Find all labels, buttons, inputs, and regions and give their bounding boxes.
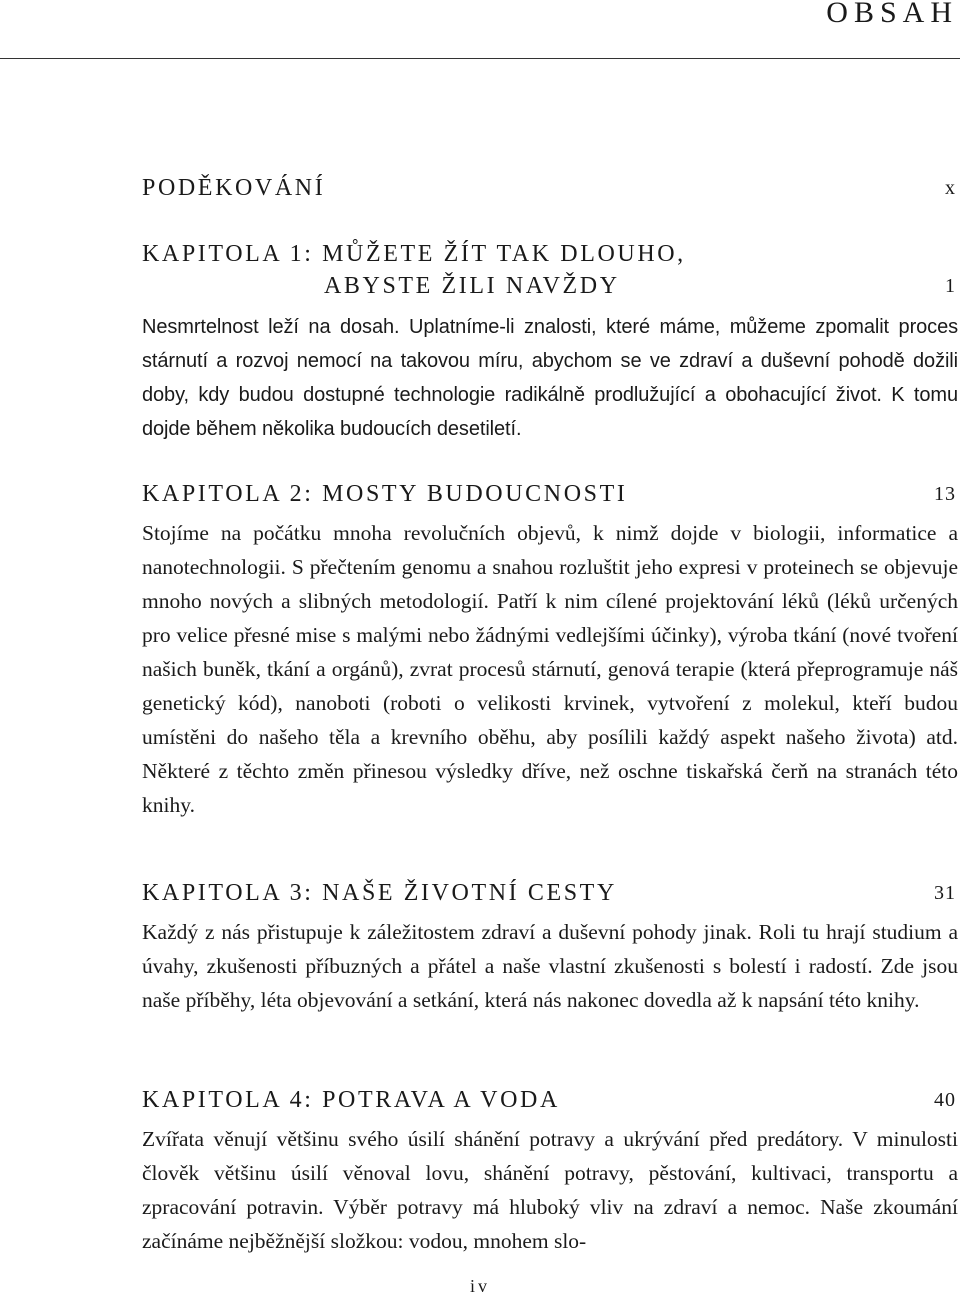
toc-entry-title: KAPITOLA 2: MOSTY BUDOUCNOSTI <box>142 481 628 507</box>
toc-entry-title-continued: ABYSTE ŽILI NAVŽDY <box>324 273 620 299</box>
toc-entry-heading[interactable] <box>142 877 958 909</box>
toc-entry-page-number: 1 <box>945 275 956 297</box>
page-title: OBSAH <box>826 0 958 29</box>
toc-entry-chapter-4 <box>142 1084 958 1258</box>
header-rule <box>0 58 960 59</box>
toc-entry-title: KAPITOLA 1: MŮŽETE ŽÍT TAK DLOUHO, <box>142 241 686 267</box>
toc-entry-page-number: 31 <box>934 882 956 904</box>
toc-entry-acknowledgements <box>142 172 958 204</box>
page-number-footer: iv <box>469 1276 490 1296</box>
toc-entry-page-number: 13 <box>934 483 956 505</box>
toc-entry-chapter-2 <box>142 478 958 822</box>
toc-entry-summary: Stojíme na počátku mnoha revolučních objevů, k nimž dojde v biologii, informatice a nanotechnologii. S přečtením genomu a snahou rozluštit jeho expresi v proteinech se objevuje mnoho nových a slibných metodologií. Patří k nim cílené projektování léků (léků určených pro velice přesné mise s malými nebo žádnými vedlejšími účinky), výroba tkání (nové tvoření našich buněk, tkání a orgánů), zvrat procesů stárnutí, genová terapie (která přeprogramuje náš genetický kód), nanoboti (roboti o velikosti krvinek, vytvoření z molekul, kteří budou umístěni do našeho těla a krevního oběhu, aby posílili každý aspekt našeho života) atd. Některé z těchto změn přinesou výsledky dříve, než oschne tiskařská čerň na stranách této knihy. <box>142 521 958 817</box>
toc-entry-title: KAPITOLA 4: POTRAVA A VODA <box>142 1087 560 1113</box>
toc-entry-page-number: x <box>945 177 956 199</box>
toc-entry-heading[interactable] <box>142 172 958 204</box>
toc-entry-summary: Nesmrtelnost leží na dosah. Uplatníme-li znalosti, které máme, můžeme zpomalit proces stárnutí a rozvoj nemocí na takovou míru, abychom se ve zdraví a duševní pohodě dožili doby, kdy budou dostupné technologie radikálně prodlužující a obohacující život. K tomu dojde během několika budoucích desetiletí. <box>142 316 958 440</box>
toc-entry-chapter-1 <box>142 238 958 446</box>
toc-entry-chapter-3 <box>142 877 958 1017</box>
toc-entry-summary: Každý z nás přistupuje k záležitostem zdraví a duševní pohody jinak. Roli tu hrají studium a úvahy, zkušenosti příbuzných a přátel a naše vlastní zkušenosti s bolestí i radostí. Zde jsou naše příběhy, léta objevování a setkání, která nás nakonec dovedla až k napsání této knihy. <box>142 920 958 1012</box>
toc-entry-heading[interactable] <box>142 478 958 510</box>
toc-entry-title: PODĚKOVÁNÍ <box>142 175 326 201</box>
toc-entry-heading[interactable] <box>142 1084 958 1116</box>
page-header <box>0 0 960 42</box>
toc-entry-title: KAPITOLA 3: NAŠE ŽIVOTNÍ CESTY <box>142 880 617 906</box>
toc-entry-summary: Zvířata věnují většinu svého úsilí shánění potravy a ukrývání před predátory. V minulosti člověk většinu úsilí věnoval lovu, shánění potravy, pěstování, kultivaci, transportu a zpracování potravin. Výběr potravy má hluboký vliv na zdraví a nemoc. Naše zkoumání začínáme nejběžnější složkou: vodou, mnohem slo- <box>142 1127 958 1253</box>
toc-entry-page-number: 40 <box>934 1089 956 1111</box>
toc-entry-heading[interactable] <box>142 238 958 302</box>
